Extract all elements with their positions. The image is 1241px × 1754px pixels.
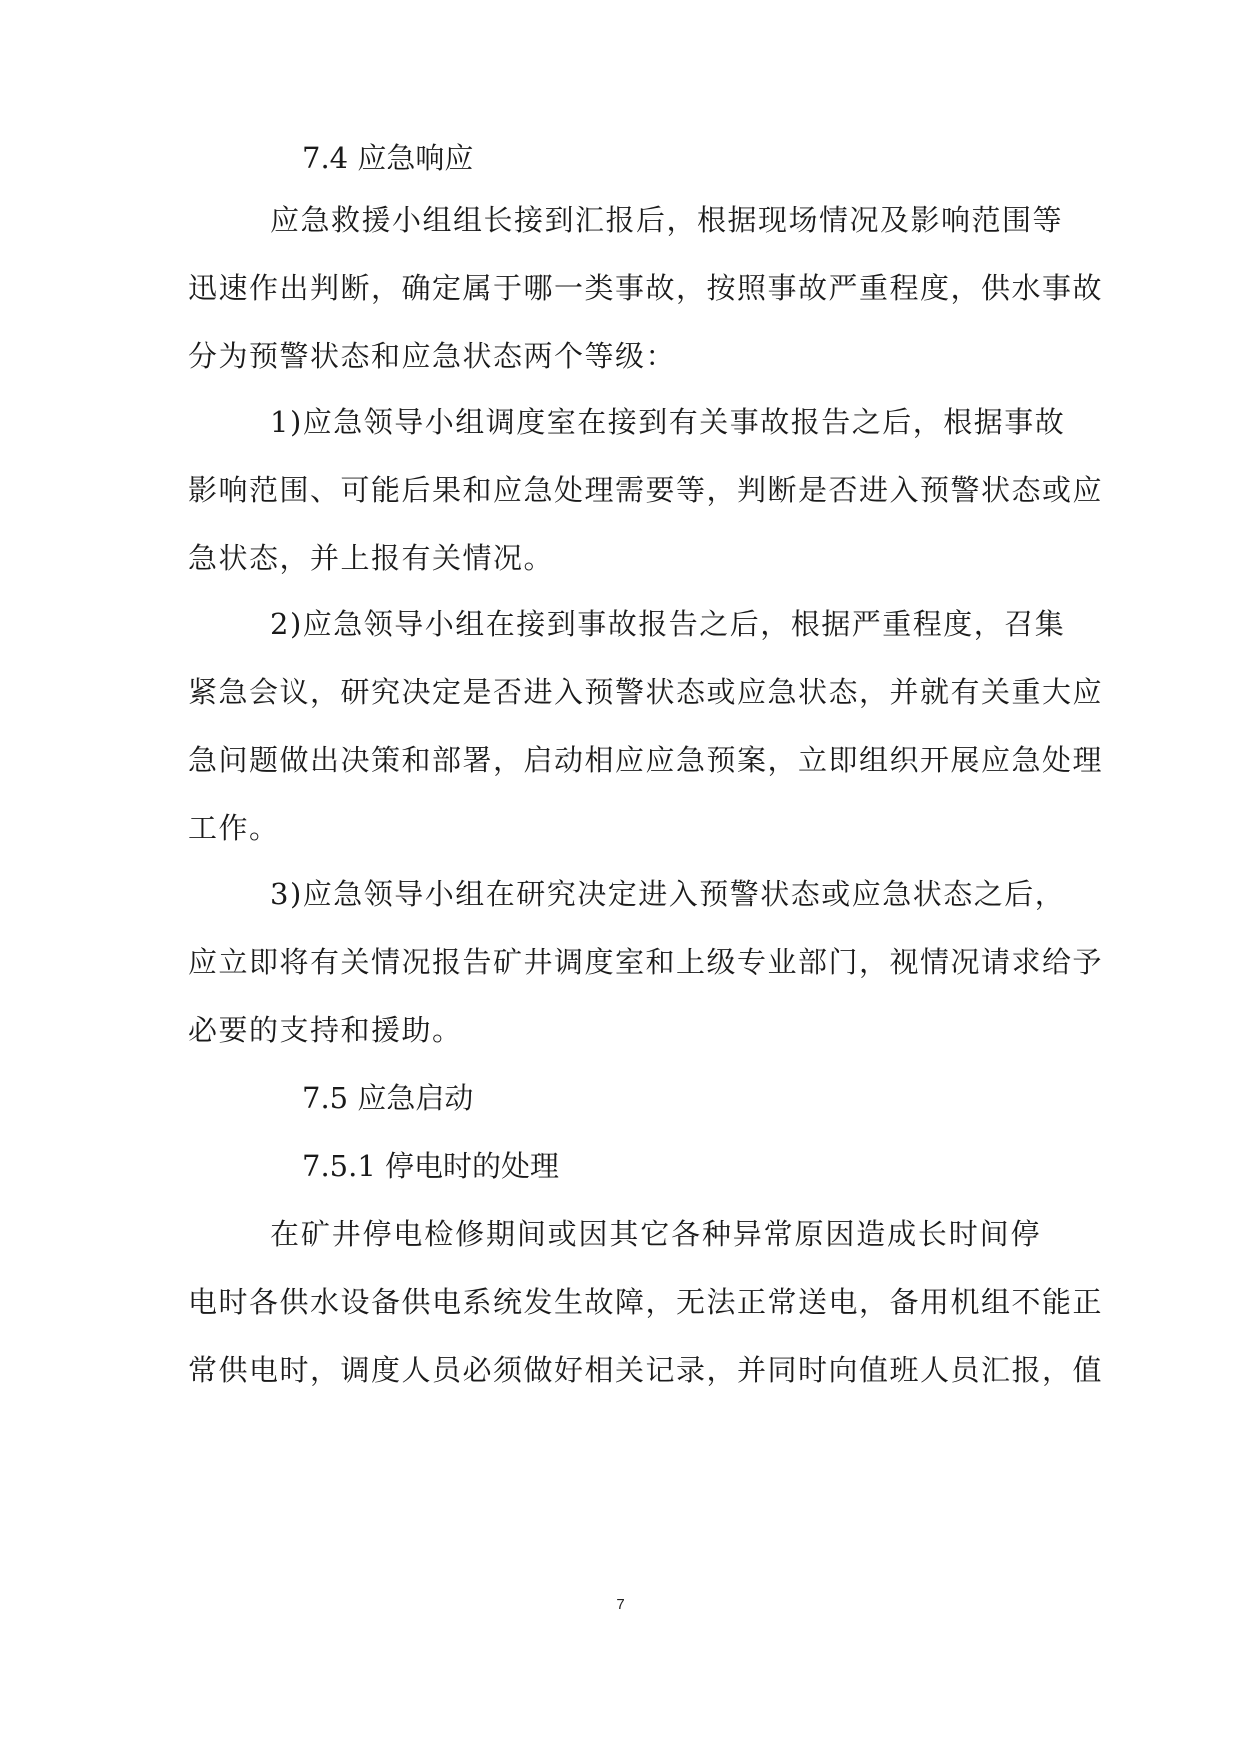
paragraph-line: 在矿井停电检修期间或因其它各种异常原因造成长时间停 xyxy=(270,1217,1041,1251)
paragraph-line: 电时各供水设备供电系统发生故障，无法正常送电，备用机组不能正 xyxy=(188,1285,1104,1319)
section-heading-7-5-1: 7.5.1 停电时的处理 xyxy=(302,1149,560,1183)
section-heading-7-4: 7.4 应急响应 xyxy=(302,141,474,175)
paragraph-line: 2)应急领导小组在接到事故报告之后，根据严重程度，召集 xyxy=(270,607,1066,641)
section-heading-7-5: 7.5 应急启动 xyxy=(302,1081,474,1115)
paragraph-line: 迅速作出判断，确定属于哪一类事故，按照事故严重程度，供水事故 xyxy=(188,271,1104,305)
paragraph-line: 必要的支持和援助。 xyxy=(188,1013,463,1047)
paragraph-line: 常供电时，调度人员必须做好相关记录，并同时向值班人员汇报，值 xyxy=(188,1353,1104,1387)
paragraph-line: 应立即将有关情况报告矿井调度室和上级专业部门，视情况请求给予 xyxy=(188,945,1104,979)
paragraph-line: 3)应急领导小组在研究决定进入预警状态或应急状态之后， xyxy=(270,877,1066,911)
paragraph-line: 急状态，并上报有关情况。 xyxy=(188,541,555,575)
paragraph-line: 紧急会议，研究决定是否进入预警状态或应急状态，并就有关重大应 xyxy=(188,675,1104,709)
paragraph-line: 分为预警状态和应急状态两个等级： xyxy=(188,339,677,373)
paragraph-line: 1)应急领导小组调度室在接到有关事故报告之后，根据事故 xyxy=(270,405,1066,439)
page-number: 7 xyxy=(616,1596,625,1613)
paragraph-line: 影响范围、可能后果和应急处理需要等，判断是否进入预警状态或应 xyxy=(188,473,1104,507)
paragraph-line: 工作。 xyxy=(188,811,280,845)
paragraph-line: 应急救援小组组长接到汇报后，根据现场情况及影响范围等 xyxy=(270,203,1064,237)
paragraph-line: 急问题做出决策和部署，启动相应应急预案，立即组织开展应急处理 xyxy=(188,743,1104,777)
